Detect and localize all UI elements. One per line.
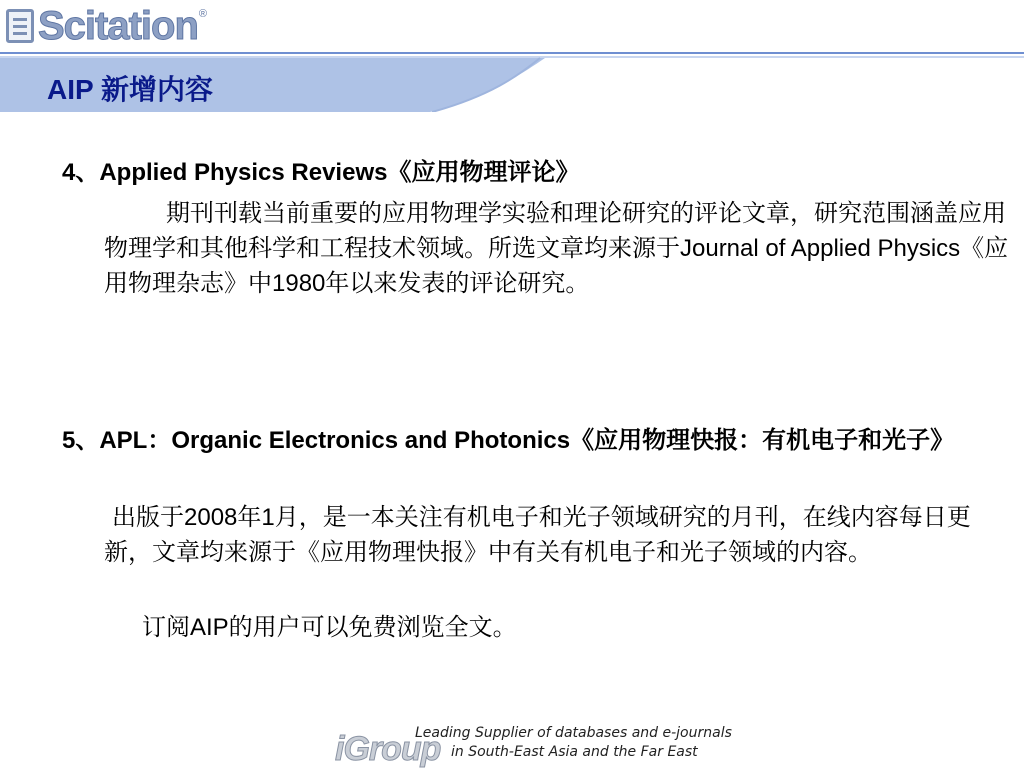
section-5-note-text: 订阅AIP的用户可以免费浏览全文。 <box>142 614 517 641</box>
section-4-body <box>62 196 1014 301</box>
section-5-text: 出版于2008年1月，是一本关注有机电子和光子领域研究的月刊，在线内容每日更新，文章均来源于《应用物理快报》中有关有机电子和光子领域的内容。 <box>104 504 971 566</box>
tagline-line-1: Leading Supplier of databases and e-journals <box>415 725 732 741</box>
section-5-note <box>62 610 1014 645</box>
igroup-logo: iGroup <box>335 730 441 768</box>
section-4-text: 期刊刊载当前重要的应用物理学实验和理论研究的评论文章，研究范围涵盖应用物理学和其他科学和工程技术领域。所选文章均来源于Journal of Applied Physics《应用物理杂志》中1980年以来发表的评论研究。 <box>104 200 1009 297</box>
page-title: AIP 新增内容 <box>47 74 213 105</box>
section-5-body <box>62 500 1014 570</box>
registered-mark: ® <box>198 8 208 20</box>
section-5-heading: 5、APL：Organic Electronics and Photonics《应用物理快报：有机电子和光子》 <box>62 427 955 454</box>
footer <box>335 724 732 768</box>
footer-tagline <box>415 724 732 762</box>
logo-text: Scitation <box>38 4 198 48</box>
document-icon <box>6 9 34 43</box>
section-4-heading: 4、Applied Physics Reviews《应用物理评论》 <box>62 159 580 186</box>
tagline-line-2: in South-East Asia and the Far East <box>451 744 698 760</box>
scitation-logo <box>6 4 207 48</box>
